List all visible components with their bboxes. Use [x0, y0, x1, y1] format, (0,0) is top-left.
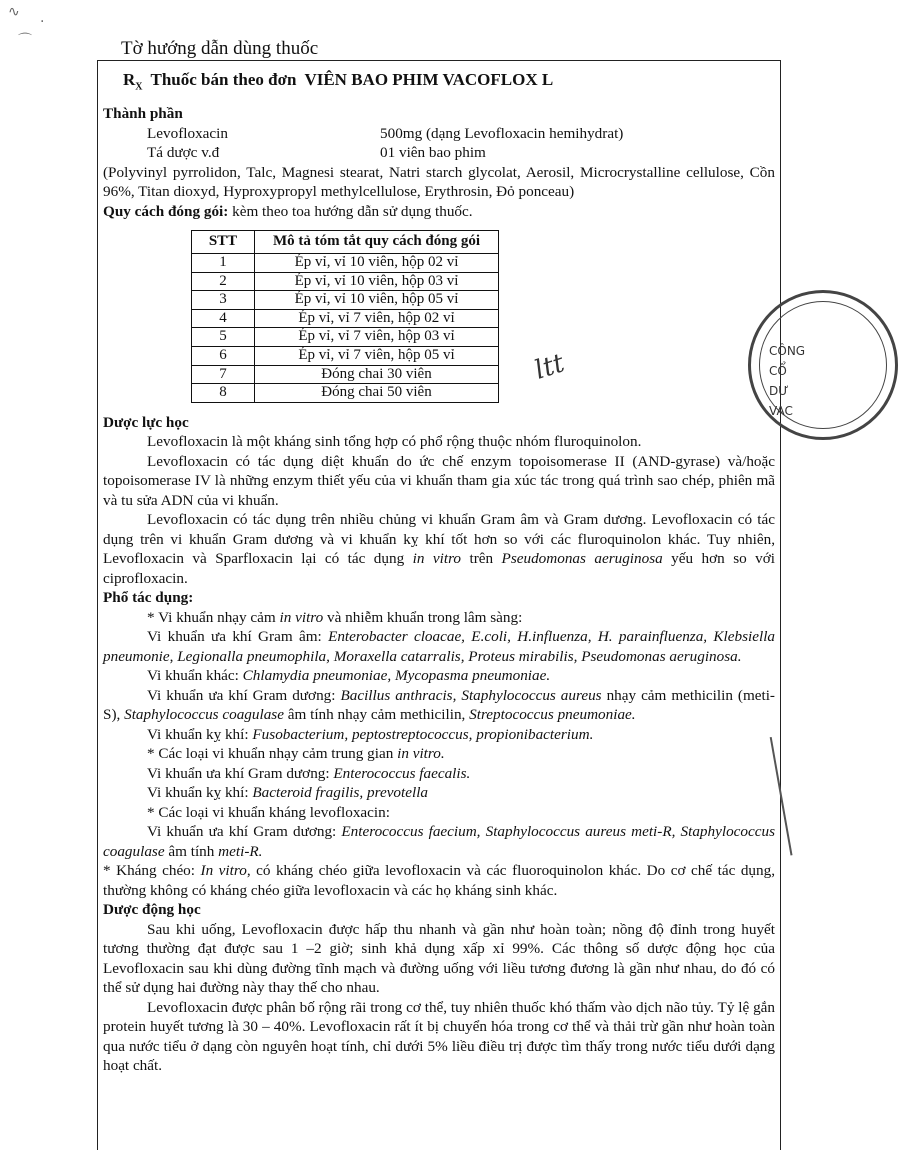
packaging-table: [191, 230, 499, 403]
ingredient-row: Tá dược v.đ 01 viên bao phim: [147, 144, 486, 161]
paragraph: Vi khuẩn khác: Chlamydia pneumoniae, Mycopasma pneumoniae.: [147, 667, 551, 685]
paragraph: Vi khuẩn kỵ khí: Fusobacterium, peptostreptococcus, propionibacterium.: [147, 725, 594, 743]
table-row: 2 Ép vỉ, vỉ 10 viên, hộp 03 vỉ: [192, 272, 499, 291]
table-row: 7 Đóng chai 30 viên: [192, 365, 499, 384]
rx-symbol: $R_X$: [123, 70, 143, 93]
section-heading: Dược động học: [103, 901, 201, 919]
paragraph: Levofloxacin có tác dụng diệt khuẩn do ức chế enzym topoisomerase II (AND-gyrase) và/hoặc topoisomerase IV là những enzym thiết yếu của vi khuẩn tham gia xúc tác trong quá trình sao chép, phiên mã và tu sửa ADN của vi khuẩn.: [103, 452, 775, 509]
paragraph: Vi khuẩn kỵ khí: Bacteroid fragilis, prevotella: [147, 784, 429, 802]
paragraph: Vi khuẩn ưa khí Gram dương: Enterococcus faecium, Staphylococcus aureus meti-R, Staphylococcus coagulase âm tính meti-R.: [103, 823, 775, 860]
table-row: 5 Ép vỉ, vỉ 7 viên, hộp 03 vỉ: [192, 328, 499, 347]
paragraph: Sau khi uống, Levofloxacin được hấp thu nhanh và gần như hoàn toàn; nồng độ đỉnh trong huyết tương thường đạt được sau 1 –2 giờ; sinh khả dụng xấp xỉ 99%. Các thông số dược động học của Levofloxacin sau khi dùng đường tĩnh mạch và đường uống với liều tương đương là gần như nhau, do đó có thể sử dụng hai đường này thay thế cho nhau.: [103, 920, 775, 997]
scan-mark: ∿: [8, 4, 20, 20]
table-row: 4 Ép vỉ, vỉ 7 viên, hộp 02 vỉ: [192, 309, 499, 328]
table-header: Mô tả tóm tắt quy cách đóng gói: [255, 231, 499, 254]
table-header: STT: [192, 231, 255, 254]
packaging-line: Quy cách đóng gói: kèm theo toa hướng dẫn sử dụng thuốc.: [103, 202, 473, 220]
table-row: 3 Ép vỉ, vỉ 10 viên, hộp 05 vỉ: [192, 291, 499, 310]
stamp-text: CÔNG CỔ DƯ VAC: [769, 344, 806, 418]
scan-mark: ·: [40, 14, 45, 30]
table-row: 8 Đóng chai 50 viên: [192, 384, 499, 403]
document-body: [103, 104, 775, 1076]
paragraph: Vi khuẩn ưa khí Gram dương: Enterococcus faecalis.: [147, 764, 471, 782]
scan-mark: ⌒: [18, 33, 32, 49]
prescription-label: Thuốc bán theo đơn: [150, 70, 297, 89]
paragraph: Levofloxacin là một kháng sinh tổng hợp có phổ rộng thuộc nhóm fluroquinolon.: [147, 433, 642, 451]
product-header: [123, 70, 553, 92]
paragraph: * Kháng chéo: In vitro, có kháng chéo giữa levofloxacin và các fluoroquinolon khác. Do cơ chế tác dụng, thường không có kháng chéo giữa levofloxacin và các họ kháng sinh khác.: [103, 862, 775, 899]
ingredient-row: Levofloxacin 500mg (dạng Levofloxacin hemihydrat): [147, 124, 624, 142]
paragraph: * Vi khuẩn nhạy cảm in vitro và nhiễm khuẩn trong lâm sàng:: [147, 608, 523, 626]
paragraph: Levofloxacin có tác dụng trên nhiều chủng vi khuẩn Gram âm và Gram dương. Levofloxacin có tác dụng trên vi khuẩn Gram dương và vi khuẩn kỵ khí tốt hơn so với các fluroquinolon khác. Tuy nhiên, Levofloxacin và Sparfloxacin lại có tác dụng in vitro trên Pseudomonas aeruginosa yếu hơn so với ciprofloxacin.: [103, 511, 776, 587]
section-heading: Phổ tác dụng:: [103, 589, 194, 607]
paragraph: Vi khuẩn ưa khí Gram dương: Bacillus anthracis, Staphylococcus aureus nhạy cảm methicilin (meti-S), Staphylococcus coagulase âm tính nhạy cảm methicilin, Streptococcus pneumoniae.: [103, 686, 775, 724]
document-title: Tờ hướng dẫn dùng thuốc: [121, 38, 319, 59]
section-heading: Dược lực học: [103, 413, 189, 431]
section-heading: Thành phần: [103, 105, 183, 122]
company-stamp: [748, 290, 898, 440]
paragraph: * Các loại vi khuẩn nhạy cảm trung gian in vitro.: [147, 745, 445, 763]
table-row: 1 Ép vỉ, vỉ 10 viên, hộp 02 vỉ: [192, 254, 499, 273]
product-name: VIÊN BAO PHIM VACOFLOX L: [304, 70, 554, 89]
paragraph: * Các loại vi khuẩn kháng levofloxacin:: [147, 803, 390, 821]
table-row: 6 Ép vỉ, vỉ 7 viên, hộp 05 vỉ: [192, 346, 499, 365]
paragraph: Levofloxacin được phân bố rộng rãi trong cơ thể, tuy nhiên thuốc khó thấm vào dịch não tủy. Tỷ lệ gắn protein huyết tương là 30 – 40%. Levofloxacin rất ít bị chuyển hóa trong cơ thể và thải trừ gần như hoàn toàn qua nước tiểu ở dạng còn nguyên hoạt tính, chỉ dưới 5% liều điều trị được tìm thấy trong nước tiểu dưới dạng hoạt chất.: [103, 998, 775, 1075]
excipients-text: (Polyvinyl pyrrolidon, Talc, Magnesi stearat, Natri starch glycolat, Aerosil, Microcrystalline cellulose, Cồn 96%, Titan dioxyd, Hyproxypropyl methylcellulose, Erythrosin, Đỏ ponceau): [103, 163, 775, 200]
paragraph: Vi khuẩn ưa khí Gram âm: Enterobacter cloacae, E.coli, H.influenza, H. parainfluenza, Klebsiella pneumonie, Legionalla pneumophila, Moraxella catarralis, Proteus mirabilis, Pseudomonas aeruginosa.: [103, 628, 776, 665]
handwritten-signature: ltt: [531, 348, 569, 386]
